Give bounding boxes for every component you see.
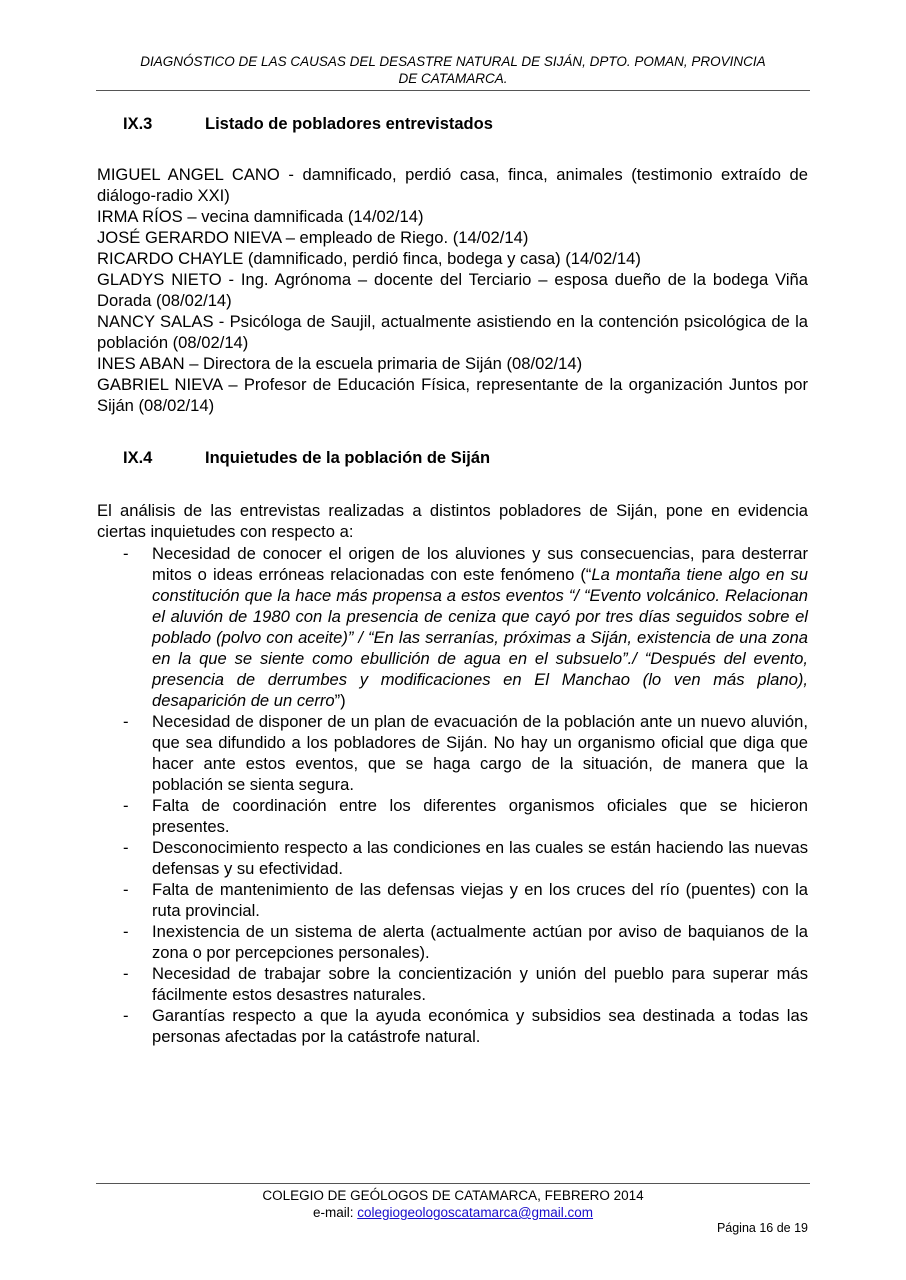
section-number: IX.3: [123, 115, 153, 133]
interviewee-list: [97, 164, 808, 416]
intro-text: El análisis de las entrevistas realizadas a distintos pobladores de Siján, pone en evidencia ciertas inquietudes con respecto a:: [97, 501, 808, 541]
page-number: Página 16 de 19: [716, 1221, 808, 1235]
interviewee-entry: JOSÉ GERARDO NIEVA – empleado de Riego. (14/02/14): [97, 228, 529, 247]
list-item: [97, 963, 808, 1005]
email-link[interactable]: colegiogeologoscatamarca@gmail.com: [357, 1205, 594, 1220]
interviewee-entry: NANCY SALAS - Psicóloga de Saujil, actualmente asistiendo en la contención psicológica de la población (08/02/14): [97, 312, 808, 352]
list-item-quote: La montaña tiene algo en su constitución que la hace más propensa a estos eventos “/ “Evento volcánico. Relacionan el aluvión de 1980 con la presencia de ceniza que cayó por tres días seguidos sobre el poblado (polvo con aceite)” / “En las serranías, próximas a Siján, existencia de una zona en la que se siente como ebullición de agua en el subsuelo”./ “Después del evento, presencia de derrumbes y modificaciones en El Manchao (lo ven más plano), desaparición de un cerro: [152, 565, 808, 710]
bullet-dash: -: [123, 838, 129, 857]
section-intro-paragraph: [97, 500, 808, 542]
page-footer: [96, 1187, 810, 1221]
list-item-text: Garantías respecto a que la ayuda económica y subsidios sea destinada a todas las personas afectadas por la catástrofe natural.: [152, 1006, 808, 1046]
list-item: [97, 543, 808, 711]
interviewee-entry: MIGUEL ANGEL CANO - damnificado, perdió casa, finca, animales (testimonio extraído de diálogo-radio XXI): [97, 165, 808, 205]
page-header: [96, 53, 810, 87]
list-item: [97, 1005, 808, 1047]
concerns-list: [97, 543, 808, 1047]
list-item: [97, 837, 808, 879]
list-item: [97, 879, 808, 921]
list-item-text: Falta de mantenimiento de las defensas viejas y en los cruces del río (puentes) con la ruta provincial.: [152, 880, 808, 920]
header-title-line-1: DIAGNÓSTICO DE LAS CAUSAS DEL DESASTRE NATURAL DE SIJÁN, DPTO. POMAN, PROVINCIA: [140, 54, 766, 69]
list-item-text: ”): [334, 691, 346, 710]
section-heading-ix4: [123, 448, 490, 468]
list-item-text: Inexistencia de un sistema de alerta (actualmente actúan por aviso de baquianos de la zona o por percepciones personales).: [152, 922, 808, 962]
list-item-text: Necesidad de conocer el origen de los aluviones y sus consecuencias, para desterrar mitos o ideas erróneas relacionadas con este fenómeno (“: [152, 544, 808, 584]
header-title-line-2: DE CATAMARCA.: [398, 71, 508, 86]
bullet-dash: -: [123, 796, 129, 815]
list-item-text: Necesidad de trabajar sobre la concientización y unión del pueblo para superar más fácilmente estos desastres naturales.: [152, 964, 808, 1004]
list-item: [97, 711, 808, 795]
section-number: IX.4: [123, 449, 153, 467]
bullet-dash: -: [123, 1006, 129, 1025]
interviewee-entry: INES ABAN – Directora de la escuela primaria de Siján (08/02/14): [97, 354, 583, 373]
interviewee-entry: RICARDO CHAYLE (damnificado, perdió finca, bodega y casa) (14/02/14): [97, 249, 641, 268]
interviewee-entry: GLADYS NIETO - Ing. Agrónoma – docente del Terciario – esposa dueño de la bodega Viña Dorada (08/02/14): [97, 270, 808, 310]
footer-organization: COLEGIO DE GEÓLOGOS DE CATAMARCA, FEBRERO 2014: [262, 1188, 644, 1203]
list-item: [97, 795, 808, 837]
header-divider: [96, 90, 810, 91]
section-heading-ix3: [123, 114, 493, 134]
bullet-dash: -: [123, 922, 129, 941]
interviewee-entry: IRMA RÍOS – vecina damnificada (14/02/14): [97, 207, 424, 226]
section-title: Listado de pobladores entrevistados: [205, 115, 493, 133]
list-item-text: Necesidad de disponer de un plan de evacuación de la población ante un nuevo aluvión, que sea difundido a los pobladores de Siján. No hay un organismo oficial que diga que hacer ante estos eventos, que se haga cargo de la situación, de manera que la población se sienta segura.: [152, 712, 808, 794]
footer-divider: [96, 1183, 810, 1184]
section-title: Inquietudes de la población de Siján: [205, 449, 491, 467]
list-item-text: Falta de coordinación entre los diferentes organismos oficiales que se hicieron presentes.: [152, 796, 808, 836]
bullet-dash: -: [123, 880, 129, 899]
list-item: [97, 921, 808, 963]
footer-email-line: [96, 1204, 810, 1221]
bullet-dash: -: [123, 712, 129, 731]
email-label: e-mail:: [312, 1205, 358, 1220]
list-item-text: Desconocimiento respecto a las condiciones en las cuales se están haciendo las nuevas defensas y su efectividad.: [152, 838, 808, 878]
interviewee-entry: GABRIEL NIEVA – Profesor de Educación Física, representante de la organización Juntos por Siján (08/02/14): [97, 375, 808, 415]
bullet-dash: -: [123, 964, 129, 983]
bullet-dash: -: [123, 544, 129, 563]
